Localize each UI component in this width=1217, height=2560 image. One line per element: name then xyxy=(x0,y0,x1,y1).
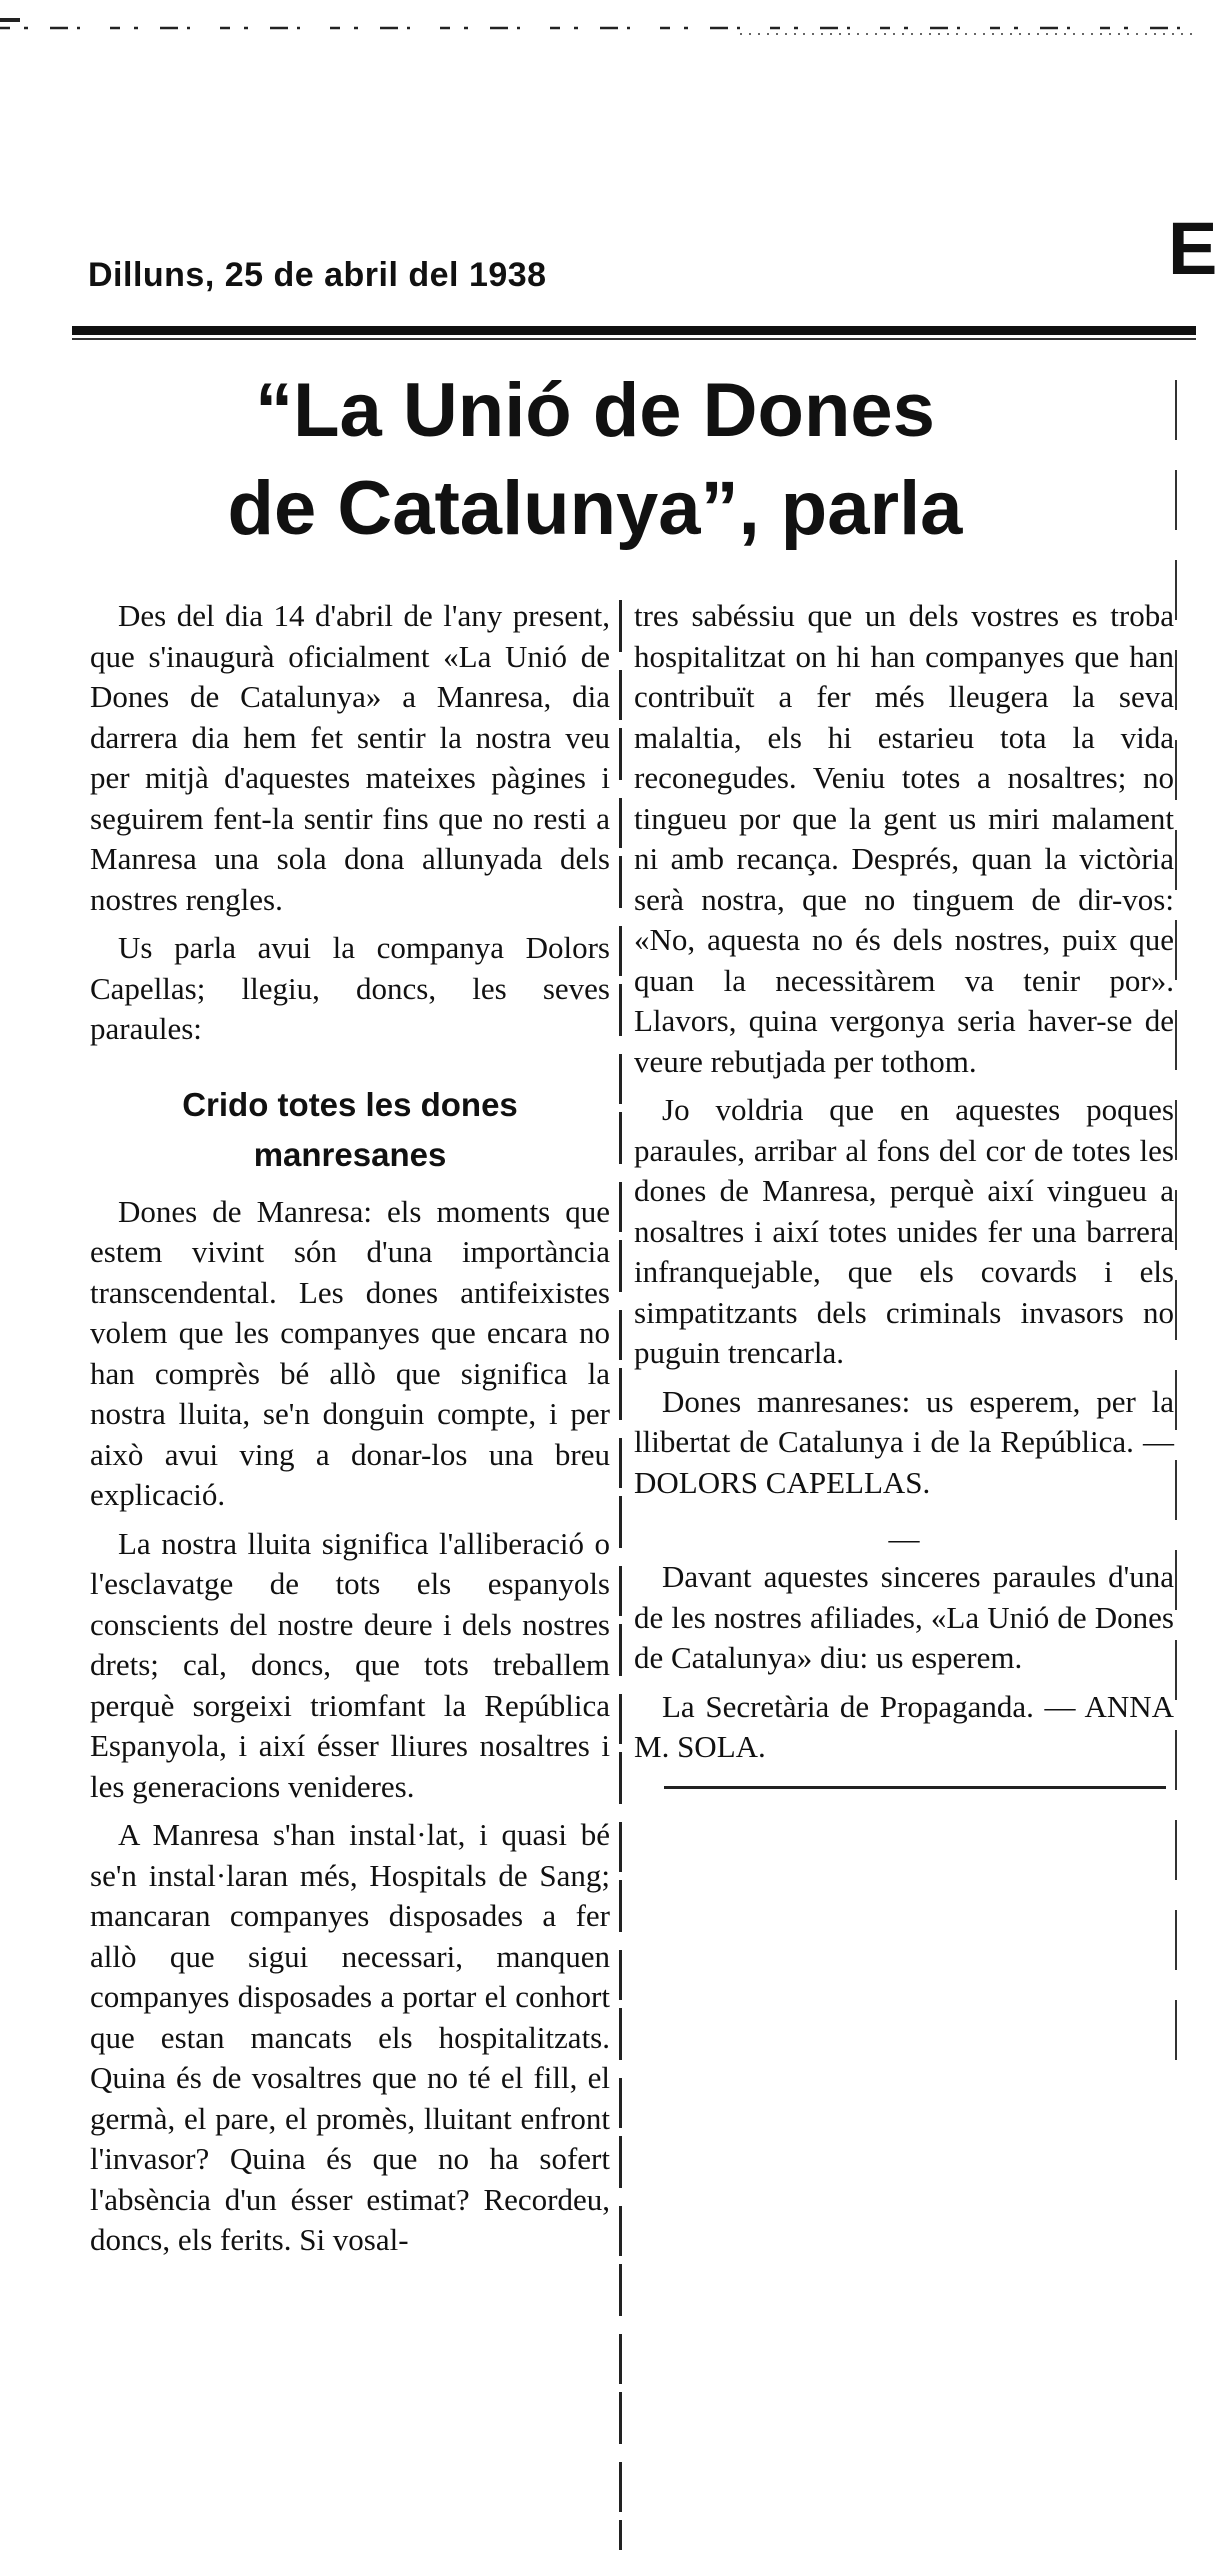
column-divider xyxy=(619,600,622,2550)
body-paragraph: La nostra lluita significa l'alliberació o l'esclavatge de tots els espanyols conscients del nostre deure i dels nostres drets; cal, doncs, que tots treballem perquè sorgeixi triomfant la República Espanyola, i així ésser lliures nosaltres i les generacions venideres. xyxy=(90,1525,610,1804)
issue-date: Dilluns, 25 de abril del 1938 xyxy=(88,256,547,294)
intro-paragraph: Des del dia 14 d'abril de l'any present, que s'inaugurà oficialment «La Unió de Dones de Catalunya» a Manresa, dia darrera dia hem fet sentir la nostra veu per mitjà d'aquestes mateixes pàgines i seguirem fent-la sentir fins que no resti a Manresa una sola dona allunyada dels nostres rengles. xyxy=(90,598,610,917)
closing-paragraph: Davant aquestes sinceres paraules d'una de les nostres afiliades, «La Unió de Dones de Catalunya» diu: us esperem. xyxy=(634,1559,1174,1675)
article-end-rule xyxy=(664,1786,1166,1789)
body-paragraph: A Manresa s'han instal·lat, i quasi bé se'n instal·laran més, Hospitals de Sang; mancaran companyes disposades a fer allò que sigui necessari, manquen companyes disposades a portar el conhort que estan mancats els hospitalitzats. Quina és de vosaltres que no té el fill, el germà, el pare, el promès, lluitant enfront l'invasor? Quina és que no ha sofert l'absència d'un ésser estimat? Recordeu, doncs, els ferits. Si vosal- xyxy=(90,1817,610,2257)
signature-paragraph: Dones manresanes: us esperem, per la llibertat de Catalunya i de la República. — DOLORS CAPELLAS. xyxy=(634,1383,1174,1500)
closing-signature: La Secretària de Propaganda. — ANNA M. SOLA. xyxy=(634,1688,1174,1764)
article-subheading: Crido totes les dones manresanes xyxy=(182,1085,518,1173)
top-border-noise xyxy=(0,14,1196,38)
body-paragraph: tres sabéssiu que un dels vostres es troba hospitalitzat on hi han companyes que han contribuït a fer més lleugera la seva malaltia, els hi estarieu tota la vida reconegudes. Veniu totes a nosaltres; no tingueu por que la gent us miri malament ni amb recança. Després, quan la victòria serà nostra, que no tinguem de dir-vos: «No, aquesta no és dels nostres, puix que quan la necessitàrem va tenir por». Llavors, quina vergonya seria haver-se de veure rebutjada per tothom. xyxy=(634,598,1174,1079)
section-separator: — xyxy=(888,1521,920,1556)
article-column-left xyxy=(90,596,610,2269)
article-headline xyxy=(80,362,1110,558)
body-paragraph: Jo voldria que en aquestes poques paraules, arribar al fons del cor de totes les dones de Manresa, perquè així vingueu a nosaltres i així totes unides fer una barrera infranquejable, que els covards i els simpatitzants dels criminals invasors no puguin trencarla. xyxy=(634,1092,1174,1370)
right-margin-rule xyxy=(1175,380,1177,2080)
headline-line-2: de Catalunya”, parla xyxy=(227,466,963,551)
masthead-rule-thick xyxy=(72,326,1196,335)
intro-paragraph: Us parla avui la companya Dolors Capellas; llegiu, doncs, les seves paraules: xyxy=(90,930,610,1046)
body-paragraph: Dones de Manresa: els moments que estem vivint són d'una importància transcendental. Les dones antifeixistes volem que les companyes que encara no han comprès bé allò que significa la nostra lluita, se'n donguin compte, i per això avui ving a donar-los una breu explicació. xyxy=(90,1193,610,1512)
masthead-rule-thin xyxy=(72,338,1196,340)
article-column-right xyxy=(634,596,1174,1789)
headline-line-1: “La Unió de Dones xyxy=(255,368,935,453)
masthead-fragment: E xyxy=(1168,207,1217,290)
